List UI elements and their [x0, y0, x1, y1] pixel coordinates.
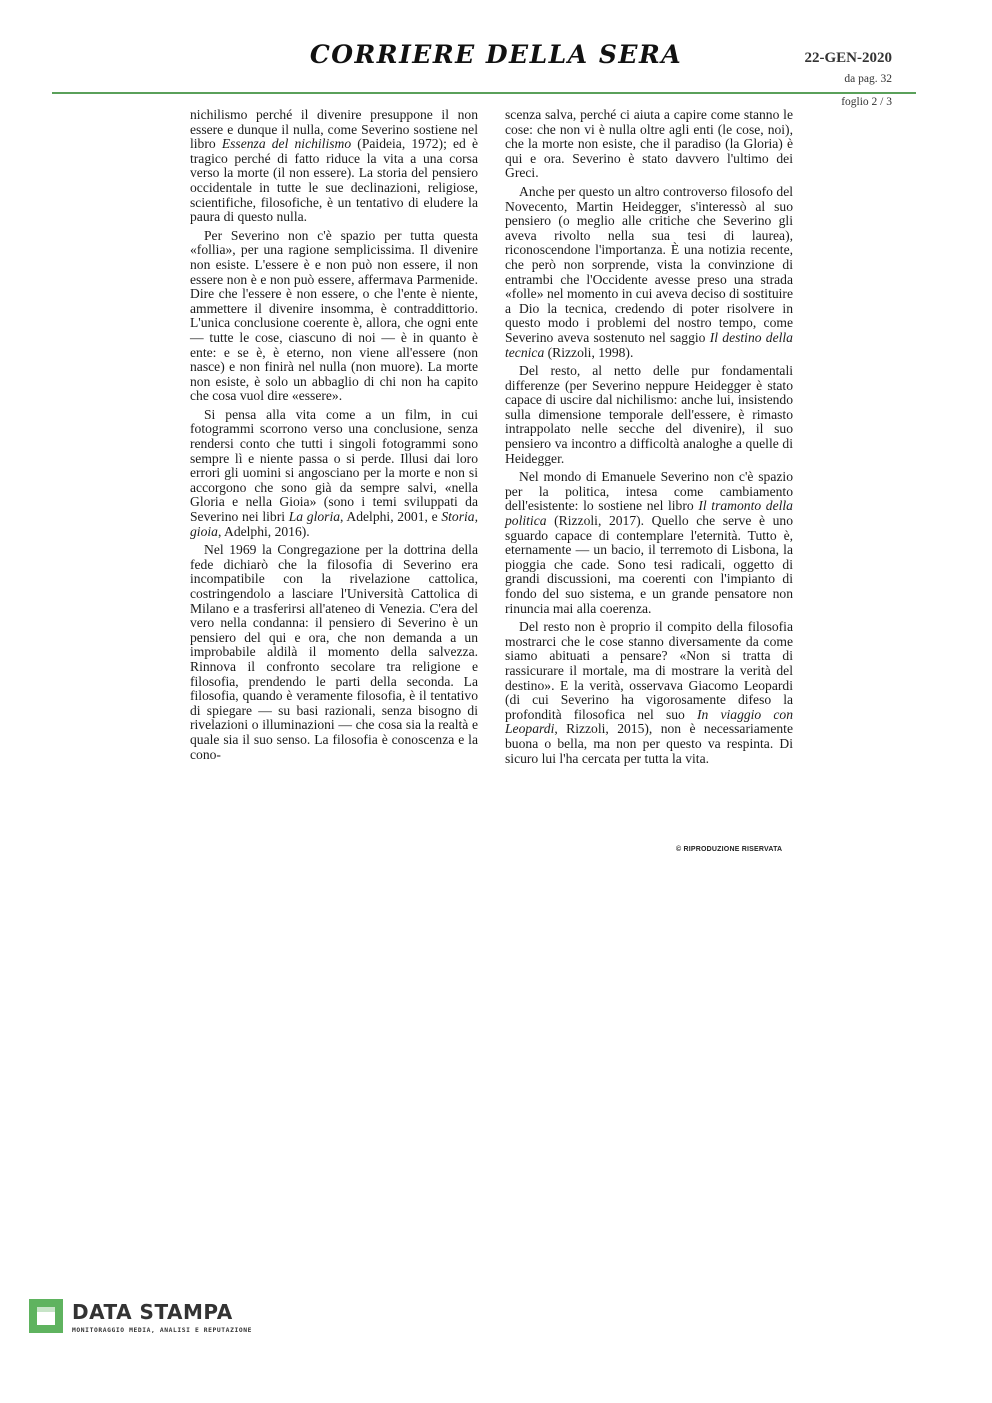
header-divider	[52, 92, 916, 94]
brand-name: DATA STAMPA	[72, 1300, 233, 1324]
brand-tagline: MONITORAGGIO MEDIA, ANALISI E REPUTAZIONE	[72, 1327, 253, 1334]
article-column-right	[505, 108, 793, 766]
paragraph: Si pensa alla vita come a un film, in cui fotogrammi scorrono verso una conclusione, senza rendersi conto che tutti i singoli fotogrammi sono sempre lì e niente passa o si perde. Illusi dai loro errori gli uomini si angosciano per la morte e non si accorgono che sono già da sempre salvi, «nella Gloria e nella Gioia» (sono i temi sviluppati da Severino nei libri La gloria, Adelphi, 2001, e Storia, gioia, Adelphi, 2016).	[190, 406, 478, 539]
paragraph: Del resto non è proprio il compito della filosofia mostrarci che le cose stanno diversamente da come siamo abituati a pensare? «Non si tratta di rassicurare il mortale, ma di mostrare la verità del destino». E la verità, osservava Giacomo Leopardi (di cui Severino ha vigorosamente difeso la profondità filosofica nel suo In viaggio con Leopardi, Rizzoli, 2015), non è necessariamente buona o bella, ma non per questo va respinta. Di sicuro lui l'ha cercata per tutta la vita.	[505, 619, 793, 766]
copyright-notice: © RIPRODUZIONE RISERVATA	[676, 846, 783, 853]
book-title: La gloria	[288, 509, 341, 525]
article-column-left	[190, 108, 478, 762]
book-title: In viaggio con Leopardi	[505, 706, 793, 737]
paragraph: Del resto, al netto delle pur fondamentali differenze (per Severino neppure Heidegger è stato capace di uscire dal nichilismo: anche lui, insistendo sulla dimensione temporale dell'essere, è rimasto intrappolato nelle secche del divenire), il suo pensiero va incontro a difficoltà analoghe a quelle di Heidegger.	[505, 363, 793, 466]
paragraph: nichilismo perché il divenire presuppone il non essere e dunque il nulla, come Severino sostiene nel libro Essenza del nichilismo (Paideia, 1972); ed è tragico perché di fatto riduce la vita a una corsa verso la morte (il non essere). La storia del pensiero occidentale in tutte le sue declinazioni, religiose, scientifiche, filosofiche, è un tentativo di eludere la paura di questo nulla.	[190, 107, 478, 225]
book-title: Storia, gioia	[190, 509, 478, 539]
book-title: Essenza del nichilismo	[221, 136, 352, 152]
book-title: Il tramonto della politica	[505, 498, 793, 529]
book-title: Il destino della tecnica	[505, 329, 793, 360]
publication-date: 22-GEN-2020	[804, 50, 892, 66]
paragraph: scenza salva, perché ci aiuta a capire come stanno le cose: che non vi è nulla oltre agli enti (le cose, noi), che la morte non esiste, che il paradiso (la Gloria) è qui e ora. Severino è stato davvero l'ultimo dei Greci.	[505, 107, 793, 181]
data-stampa-logo-icon	[28, 1298, 64, 1334]
paragraph: Per Severino non c'è spazio per tutta questa «follia», per una ragione semplicissima. Il divenire non esiste. L'essere è e non può non essere, il non essere non è e non può essere, affermava Parmenide. Dire che l'essere è non essere, o che l'ente è niente, ammettere il divenire insomma, è contraddittorio. L'unica conclusione coerente è, allora, che ogni ente — tutte le cose, ciascuno di noi — è in quanto è ente: e se è, è eterno, non viene all'essere (non nasce) e non finirà nel nulla (non muore). La morte non esiste, è solo un abbaglio di chi non ha capito che cosa vuol dire «essere».	[190, 227, 478, 404]
paragraph: Nel 1969 la Congregazione per la dottrina della fede dichiarò che la filosofia di Severino era incompatibile con la rivelazione cattolica, costringendolo a lasciare l'Università Cattolica di Milano e a trasferirsi all'ateneo di Venezia. C'era del vero nella condanna: il pensiero di Severino è un pensiero del qui e ora, che non demanda a un improbabile aldilà il momento della salvezza. Rinnova il confronto secolare tra religione e filosofia, prendendo le parti della seconda. La filosofia, quando è veramente filosofia, è il tentativo di spiegare — su basi razionali, senza bisogno di rivelazioni o illuminazioni — che cosa sia la realtà e quale sia il suo senso. La filosofia è conoscenza e la cono-	[190, 542, 478, 762]
paragraph: Anche per questo un altro controverso filosofo del Novecento, Martin Heidegger, s'interessò al suo pensiero (o meglio alle critiche che Severino gli aveva rivolto nella sua tesi di laurea), riconoscendone l'importanza. È una notizia recente, che però non sorprende, vista la convinzione di entrambi che l'Occidente avesse preso una strada «folle» nel momento in cui aveva deciso di sostituire a Dio la tecnica, credendo di poter risolvere in questo modo i problemi del nostro tempo, come Severino aveva sostenuto nel saggio Il destino della tecnica (Rizzoli, 1998).	[505, 183, 793, 360]
paragraph: Nel mondo di Emanuele Severino non c'è spazio per la politica, intesa come cambiamento dell'esistente: lo sostiene nel libro Il tramonto della politica (Rizzoli, 2017). Quello che serve è uno sguardo capace di contemplare l'eternità. Tutto è, eternamente — un bacio, il terremoto di Lisbona, la pioggia che cade. Sono tesi radicali, oggetto di grandi discussioni, ma coerenti con l'impianto di fondo del suo sistema, e un grande pensatore non rinuncia mai alla coerenza.	[505, 469, 793, 616]
sheet-number: foglio 2 / 3	[841, 96, 892, 108]
page-reference: da pag. 32	[844, 73, 892, 85]
masthead: CORRIERE DELLA SERA	[309, 40, 683, 69]
